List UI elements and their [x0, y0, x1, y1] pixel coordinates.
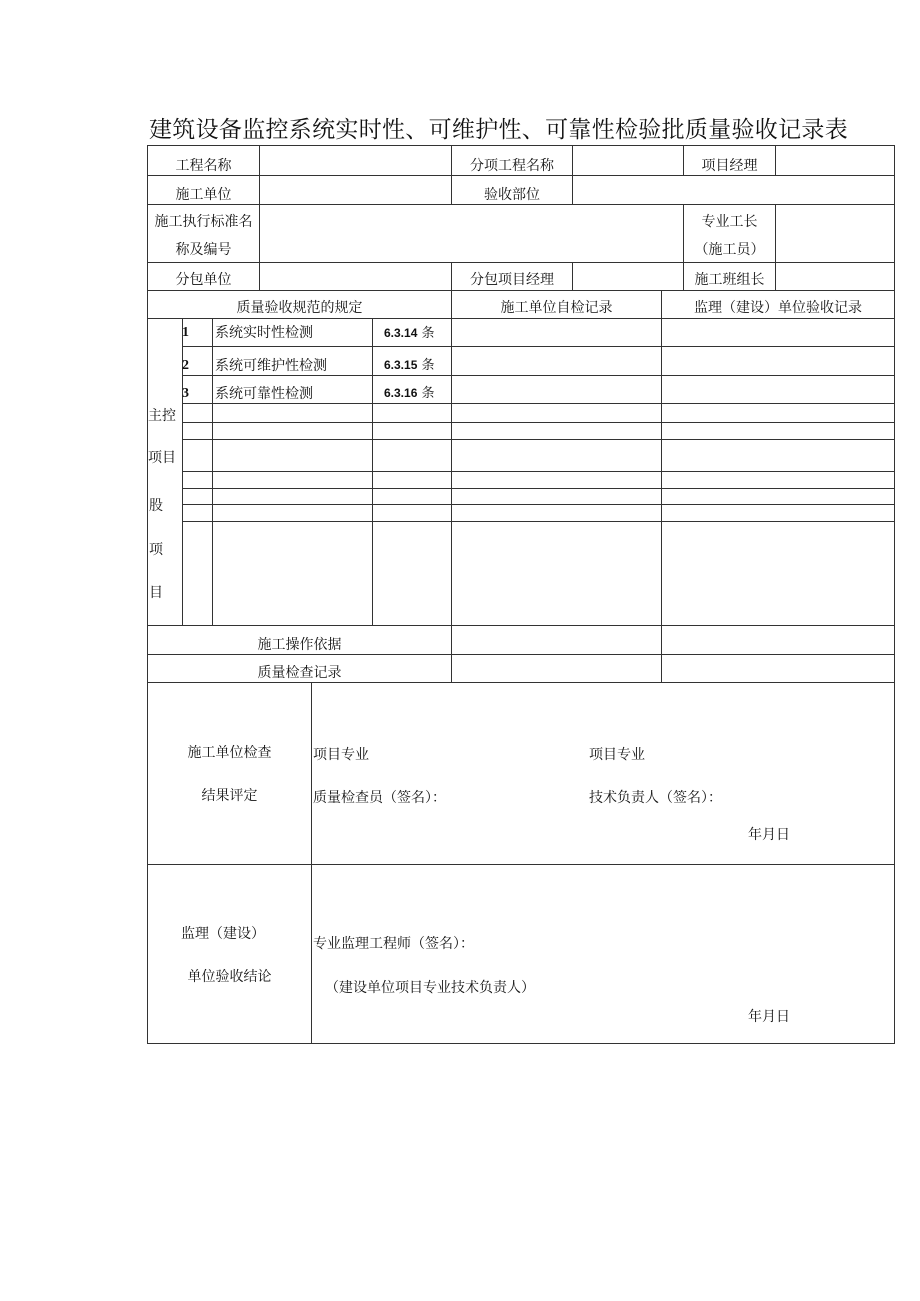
standard-label-2: 称及编号 [175, 242, 232, 258]
supervising-engineer-signature: 专业监理工程师（签名）： [313, 936, 474, 952]
self-eval-label: 施工单位检查 [187, 745, 272, 761]
standard-label: 施工执行标准名 [154, 214, 253, 230]
supervision-label-2: 单位验收结论 [187, 969, 272, 985]
sub-project-label: 分项工程名称 [470, 158, 554, 174]
general-items-label-3: 目 [149, 585, 163, 601]
right-title: 项目专业 [589, 747, 645, 763]
foreman-label: 专业工长 [701, 214, 758, 230]
foreman-label-2: （施工员） [694, 242, 765, 258]
main-items-label: 主控 [148, 408, 176, 424]
clause-number: 6.3.14 [384, 326, 418, 340]
item-name: 系统可维护性检测 [215, 358, 327, 374]
left-title: 项目专业 [313, 747, 369, 763]
general-items-label: 股 [149, 498, 163, 514]
self-eval-label-2: 结果评定 [201, 788, 258, 804]
item-no: 1 [182, 325, 189, 340]
column-self-check: 施工单位自检记录 [500, 300, 613, 316]
quality-inspector-signature: 质量检查员（签名）： [313, 790, 446, 806]
owner-technical-lead-note: （建设单位项目专业技术负责人） [325, 980, 535, 996]
tech-lead-signature: 技术负责人（签名）： [589, 790, 722, 806]
column-supervision: 监理（建设）单位验收记录 [694, 300, 862, 316]
subcontractor-label: 分包单位 [175, 272, 232, 288]
project-manager-label: 项目经理 [701, 158, 758, 174]
page-title: 建筑设备监控系统实时性、可维护性、可靠性检验批质量验收记录表 [149, 117, 848, 143]
item-clause [384, 356, 435, 375]
clause-suffix: 条 [421, 326, 435, 341]
item-no: 3 [182, 386, 189, 401]
item-name: 系统实时性检测 [215, 325, 313, 341]
item-name: 系统可靠性检测 [215, 386, 313, 402]
item-no: 2 [182, 358, 189, 373]
operation-basis-label: 施工操作依据 [257, 637, 342, 653]
clause-suffix: 条 [421, 358, 435, 373]
self-eval-date: 年月日 [748, 827, 790, 843]
item-clause [384, 384, 435, 403]
supervision-date: 年月日 [748, 1009, 790, 1025]
item-clause [384, 324, 435, 343]
clause-number: 6.3.16 [384, 386, 418, 400]
main-items-label-2: 项目 [148, 450, 176, 466]
project-name-label: 工程名称 [175, 158, 232, 174]
quality-record-label: 质量检查记录 [257, 665, 342, 681]
clause-suffix: 条 [421, 386, 435, 401]
construction-unit-label: 施工单位 [175, 187, 232, 203]
general-items-label-2: 项 [149, 542, 163, 558]
column-spec: 质量验收规范的规定 [236, 300, 363, 316]
clause-number: 6.3.15 [384, 358, 418, 372]
acceptance-part-label: 验收部位 [484, 187, 540, 203]
team-leader-label: 施工班组长 [694, 272, 765, 288]
sub-manager-label: 分包项目经理 [470, 272, 554, 288]
supervision-label: 监理（建设） [181, 926, 265, 942]
